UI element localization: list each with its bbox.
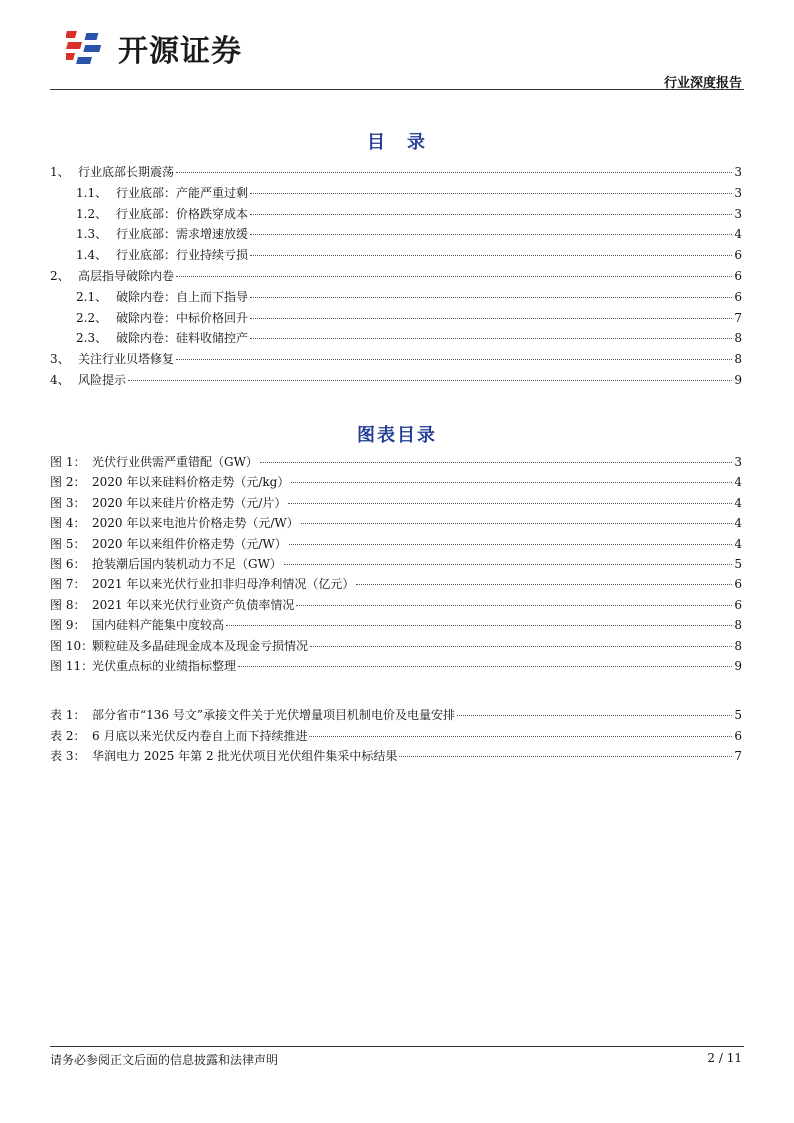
- entry-number: 1.2、: [76, 206, 108, 221]
- leader-dots: [291, 482, 732, 483]
- entry-label: 抢装潮后国内装机动力不足（GW）: [92, 557, 282, 571]
- figure-list-item[interactable]: [50, 514, 742, 532]
- leader-dots: [301, 523, 733, 524]
- company-logo: [66, 26, 242, 70]
- leader-dots: [260, 462, 732, 463]
- entry-page: 7: [734, 310, 742, 325]
- entry-label: 行业底部：产能严重过剩: [116, 185, 249, 200]
- figure-list-item[interactable]: [50, 637, 742, 655]
- entry-page: 8: [734, 331, 742, 346]
- leader-dots: [176, 359, 732, 360]
- entry-label: 2020 年以来电池片价格走势（元/W）: [92, 516, 299, 531]
- entry-label: 风险提示: [78, 373, 127, 387]
- entry-number: 图 1：: [50, 455, 86, 469]
- entry-label: 2020 年以来硅料价格走势（元/kg）: [92, 475, 290, 490]
- brand-name: 开源证券: [118, 34, 242, 69]
- entry-number: 4、: [50, 373, 70, 387]
- page-number: 2 / 11: [707, 1051, 742, 1065]
- table-list-item[interactable]: [50, 727, 742, 745]
- leader-dots: [457, 715, 732, 716]
- entry-number: 1.1、: [76, 185, 108, 200]
- entry-page: 4: [734, 495, 742, 510]
- entry-label: 2021 年以来光伏行业资产负债率情况: [92, 597, 295, 612]
- entry-label: 国内硅料产能集中度较高: [92, 618, 225, 633]
- toc-section-item[interactable]: [50, 371, 742, 389]
- leader-dots: [250, 214, 732, 215]
- entry-number: 图 7：: [50, 577, 86, 592]
- entry-number: 2、: [50, 269, 70, 283]
- leader-dots: [356, 584, 732, 585]
- toc-subsection-item[interactable]: [76, 225, 742, 243]
- entry-page: 6: [734, 269, 742, 283]
- entry-label: 光伏重点标的业绩指标整理: [92, 659, 237, 673]
- figure-list-item[interactable]: [50, 473, 742, 491]
- entry-number: 3、: [50, 352, 70, 367]
- leader-dots: [226, 625, 732, 626]
- toc-subsection-item[interactable]: [76, 329, 742, 347]
- entry-page: 9: [734, 373, 742, 387]
- entry-number: 图 3：: [50, 495, 86, 510]
- toc-section-item[interactable]: [50, 267, 742, 285]
- entry-page: 8: [734, 352, 742, 367]
- footer-divider: [50, 1046, 744, 1047]
- figures-title: 图表目录: [357, 425, 437, 446]
- leader-dots: [289, 544, 733, 545]
- entry-number: 图 10：: [50, 638, 94, 653]
- leader-dots: [250, 193, 732, 194]
- leader-dots: [250, 297, 732, 298]
- figure-list-item[interactable]: [50, 657, 742, 675]
- entry-number: 1.4、: [76, 248, 108, 263]
- entry-page: 4: [734, 536, 742, 551]
- figure-list-item[interactable]: [50, 575, 742, 593]
- entry-label: 2020 年以来组件价格走势（元/W）: [92, 536, 287, 551]
- entry-label: 6 月底以来光伏反内卷自上而下持续推进: [92, 728, 308, 743]
- leader-dots: [310, 646, 732, 647]
- entry-page: 4: [734, 475, 742, 490]
- entry-number: 图 8：: [50, 597, 86, 612]
- toc-subsection-item[interactable]: [76, 184, 742, 202]
- report-type: 行业深度报告: [663, 76, 742, 91]
- entry-label: 高层指导破除内卷: [78, 269, 175, 283]
- entry-label: 行业底部：需求增速放缓: [116, 227, 249, 242]
- entry-number: 表 3：: [50, 749, 86, 763]
- leader-dots: [238, 666, 732, 667]
- entry-page: 5: [734, 708, 742, 722]
- entry-label: 行业底部：行业持续亏损: [116, 248, 249, 263]
- entry-label: 2021 年以来光伏行业扣非归母净利情况（亿元）: [92, 577, 355, 592]
- figure-list-item[interactable]: [50, 596, 742, 614]
- entry-label: 华润电力 2025 年第 2 批光伏项目光伏组件集采中标结果: [92, 749, 398, 763]
- table-list-item[interactable]: [50, 747, 742, 765]
- entry-page: 3: [734, 165, 742, 179]
- entry-label: 颗粒硅及多晶硅现金成本及现金亏损情况: [92, 638, 309, 653]
- entry-label: 破除内卷：自上而下指导: [116, 289, 249, 304]
- entry-label: 行业底部长期震荡: [78, 165, 175, 179]
- entry-number: 1.3、: [76, 227, 108, 242]
- toc-section-item[interactable]: [50, 163, 742, 181]
- leader-dots: [250, 318, 732, 319]
- entry-number: 图 5：: [50, 536, 86, 551]
- leader-dots: [250, 234, 732, 235]
- entry-number: 图 4：: [50, 516, 86, 531]
- toc-subsection-item[interactable]: [76, 205, 742, 223]
- entry-number: 图 11：: [50, 659, 94, 673]
- entry-page: 9: [734, 659, 742, 673]
- figure-list-item[interactable]: [50, 453, 742, 471]
- leader-dots: [309, 736, 732, 737]
- entry-number: 表 1：: [50, 708, 86, 722]
- figure-list-item[interactable]: [50, 616, 742, 634]
- leader-dots: [128, 380, 732, 381]
- entry-number: 表 2：: [50, 728, 86, 743]
- leader-dots: [176, 276, 732, 277]
- entry-page: 6: [734, 597, 742, 612]
- entry-number: 2.3、: [76, 331, 108, 346]
- leader-dots: [250, 338, 732, 339]
- leader-dots: [250, 255, 732, 256]
- entry-label: 关注行业贝塔修复: [78, 352, 175, 367]
- entry-label: 破除内卷：中标价格回升: [116, 310, 249, 325]
- entry-number: 2.2、: [76, 310, 108, 325]
- entry-number: 图 6：: [50, 557, 86, 571]
- entry-label: 破除内卷：硅料收储控产: [116, 331, 249, 346]
- figure-list-item[interactable]: [50, 494, 742, 512]
- leader-dots: [176, 172, 732, 173]
- entry-page: 4: [734, 516, 742, 531]
- leader-dots: [296, 605, 732, 606]
- toc-subsection-item[interactable]: [76, 288, 742, 306]
- entry-page: 6: [734, 577, 742, 592]
- footer-disclaimer: 请务必参阅正文后面的信息披露和法律声明: [50, 1053, 279, 1067]
- entry-page: 5: [734, 557, 742, 571]
- figure-list-item[interactable]: [50, 555, 742, 573]
- logo-mark-icon: [66, 27, 110, 69]
- entry-page: 4: [734, 227, 742, 242]
- entry-page: 6: [734, 248, 742, 263]
- toc-subsection-item[interactable]: [76, 309, 742, 327]
- toc-title: 目 录: [367, 132, 427, 153]
- leader-dots: [284, 564, 732, 565]
- figure-list-item[interactable]: [50, 535, 742, 553]
- entry-page: 6: [734, 728, 742, 743]
- entry-page: 6: [734, 289, 742, 304]
- entry-label: 行业底部：价格跌穿成本: [116, 206, 249, 221]
- page-header: [0, 0, 794, 92]
- entry-number: 2.1、: [76, 289, 108, 304]
- entry-label: 2020 年以来硅片价格走势（元/片）: [92, 495, 287, 510]
- entry-page: 3: [734, 455, 742, 469]
- entry-label: 部分省市“136 号文”承接文件关于光伏增量项目机制电价及电量安排: [92, 708, 455, 722]
- leader-dots: [288, 503, 732, 504]
- entry-page: 8: [734, 618, 742, 633]
- entry-number: 图 9：: [50, 618, 86, 633]
- entry-page: 3: [734, 206, 742, 221]
- entry-page: 3: [734, 185, 742, 200]
- entry-page: 7: [734, 749, 742, 763]
- entry-number: 图 2：: [50, 475, 86, 490]
- toc-section-item[interactable]: [50, 350, 742, 368]
- entry-label: 光伏行业供需严重错配（GW）: [92, 455, 258, 469]
- header-divider: [50, 89, 744, 90]
- toc-subsection-item[interactable]: [76, 246, 742, 264]
- table-list-item[interactable]: [50, 706, 742, 724]
- entry-number: 1、: [50, 165, 70, 179]
- entry-page: 8: [734, 638, 742, 653]
- leader-dots: [399, 756, 732, 757]
